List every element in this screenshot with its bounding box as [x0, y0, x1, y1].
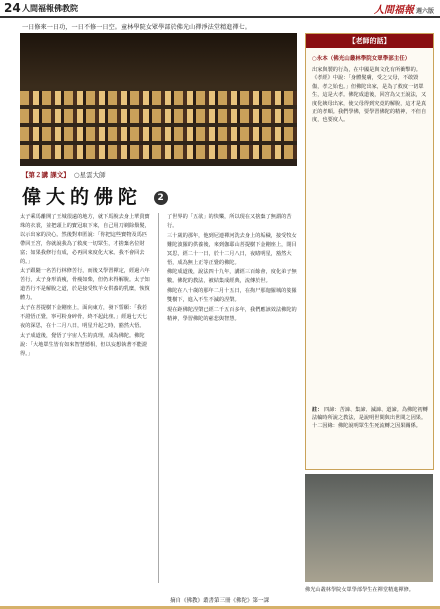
page-header: [0, 0, 440, 16]
body-paragraph: 佛陀成道後，說法四十九年，講經三百餘會，度化弟子無數。佛陀的教法，被結集成經典，流傳於世。: [167, 269, 297, 285]
sidebar-author: ○永本（佛光山叢林學院女眾學部主任）: [312, 56, 411, 62]
body-column-right: [167, 213, 299, 585]
newspaper-logo: 人間福報 週六版: [373, 5, 434, 16]
bottom-photo-caption: 佛光山叢林學院女眾學部學生在禪堂精進禪修。: [305, 587, 414, 593]
sidebar-text: 出家與製的行為，在中國是與文化有所衝擊的。《孝經》中說：「身體髮膚，受之父母，不敢毀傷，孝之始也。」但佛陀出家，是為了救度一切眾生，這是大孝。佛陀成道後，回宮為父王說法，又度化姨母出家，使父母得到究竟的解脫，這才是真正的孝順。我們學佛，要學習佛陀的精神，不但自度，也要度人。: [312, 67, 427, 124]
notes-text: 四諦：苦諦、集諦、滅諦、道諦。為佛陀初轉法輪時所說之教法，是說明世間與出世間之因果。十二因緣：佛陀說明眾生生死流轉之因果關係。: [312, 407, 428, 429]
page-number: 24: [4, 1, 21, 15]
header-title: 人間福報佛教院: [22, 4, 78, 13]
body-paragraph: 三十歲的那年，他到尼連禪河洗去身上的垢穢，接受牧女難陀波羅的供養後，來到伽耶山菩提樹下金剛座上，閉目冥思，經二十一日，於十二月八日，夜睹明星，豁然大悟，成為無上正等正覺的佛陀。: [167, 232, 297, 266]
body-column-left: [20, 213, 152, 585]
header-rule: [0, 16, 440, 18]
sidebar-title: 【老師的話】: [306, 34, 433, 48]
notes-title: 註：: [312, 407, 323, 413]
body-paragraph: 太子成道後，覺悟了宇宙人生的真理，成為佛陀。佛陀說：「大地眾生皆有如來智慧德相，但以妄想執著不能證得。」: [20, 332, 148, 357]
body-paragraph: 太子乘馬離開了王城很遠的地方，就下馬脫去身上華貴寶珠的衣裳，並把頭上的寶冠取下來，自己用刀剃除鬚髮，以示出家的決心。然後對車匿說：「你把這些寶物及馬匹帶回王宮，你就說我為了救度一切眾生，才捨棄名位財富；如果我修行有成，必再回來度化大家。我不會回去的。」: [20, 214, 150, 265]
body-paragraph: 太子跟隨一名苦行林修苦行，而後又學習禪定，經過六年苦行，太子身形消瘦，骨瘦如柴，但仍未得解脫。太子知道苦行不是解脫之道，於是接受牧羊女供養的乳糜，恢復體力。: [20, 268, 150, 302]
bottom-photo: [305, 474, 433, 582]
source-footer: 摘自《佛教》叢書第三冊《佛陀》第一課: [170, 598, 270, 604]
body-paragraph: 現在距佛陀涅槃已經二千五百多年，我們應該效法佛陀的精神，學習佛陀的慈悲與智慧。: [167, 307, 297, 322]
part-number-badge: 2: [154, 191, 168, 205]
top-photo: [20, 33, 297, 166]
body-paragraph: 太子在菩提樹下金剛座上，面向東方，發下誓願：「我若不證悟正覺，寧可粉身碎骨，終不起此座。」經過七天七夜的深思，在十二月八日，明星升起之時，豁然大悟。: [20, 305, 148, 329]
body-paragraph: 佛陀在八十歲的那年二月十五日，在拘尸那迦羅城的娑羅雙樹下，進入不生不滅的涅槃。: [167, 288, 297, 304]
column-divider: [158, 213, 159, 583]
article-title: 偉大的佛陀 2: [22, 182, 168, 209]
sidebar-box: [305, 33, 434, 470]
series-line: 【第２講 課文】 ○星雲大師: [22, 171, 106, 179]
top-photo-caption: 一日修來一日功，一日不修一日空。童林學院女眾學部於佛光山禪淨法堂精進禪七。: [22, 24, 251, 31]
logo-sub: 週六版: [415, 8, 434, 15]
sidebar-notes: [312, 406, 428, 430]
body-paragraph: 了世界的「五欲」的快樂，所以現在又捨棄了無謂的苦行。: [167, 214, 292, 229]
